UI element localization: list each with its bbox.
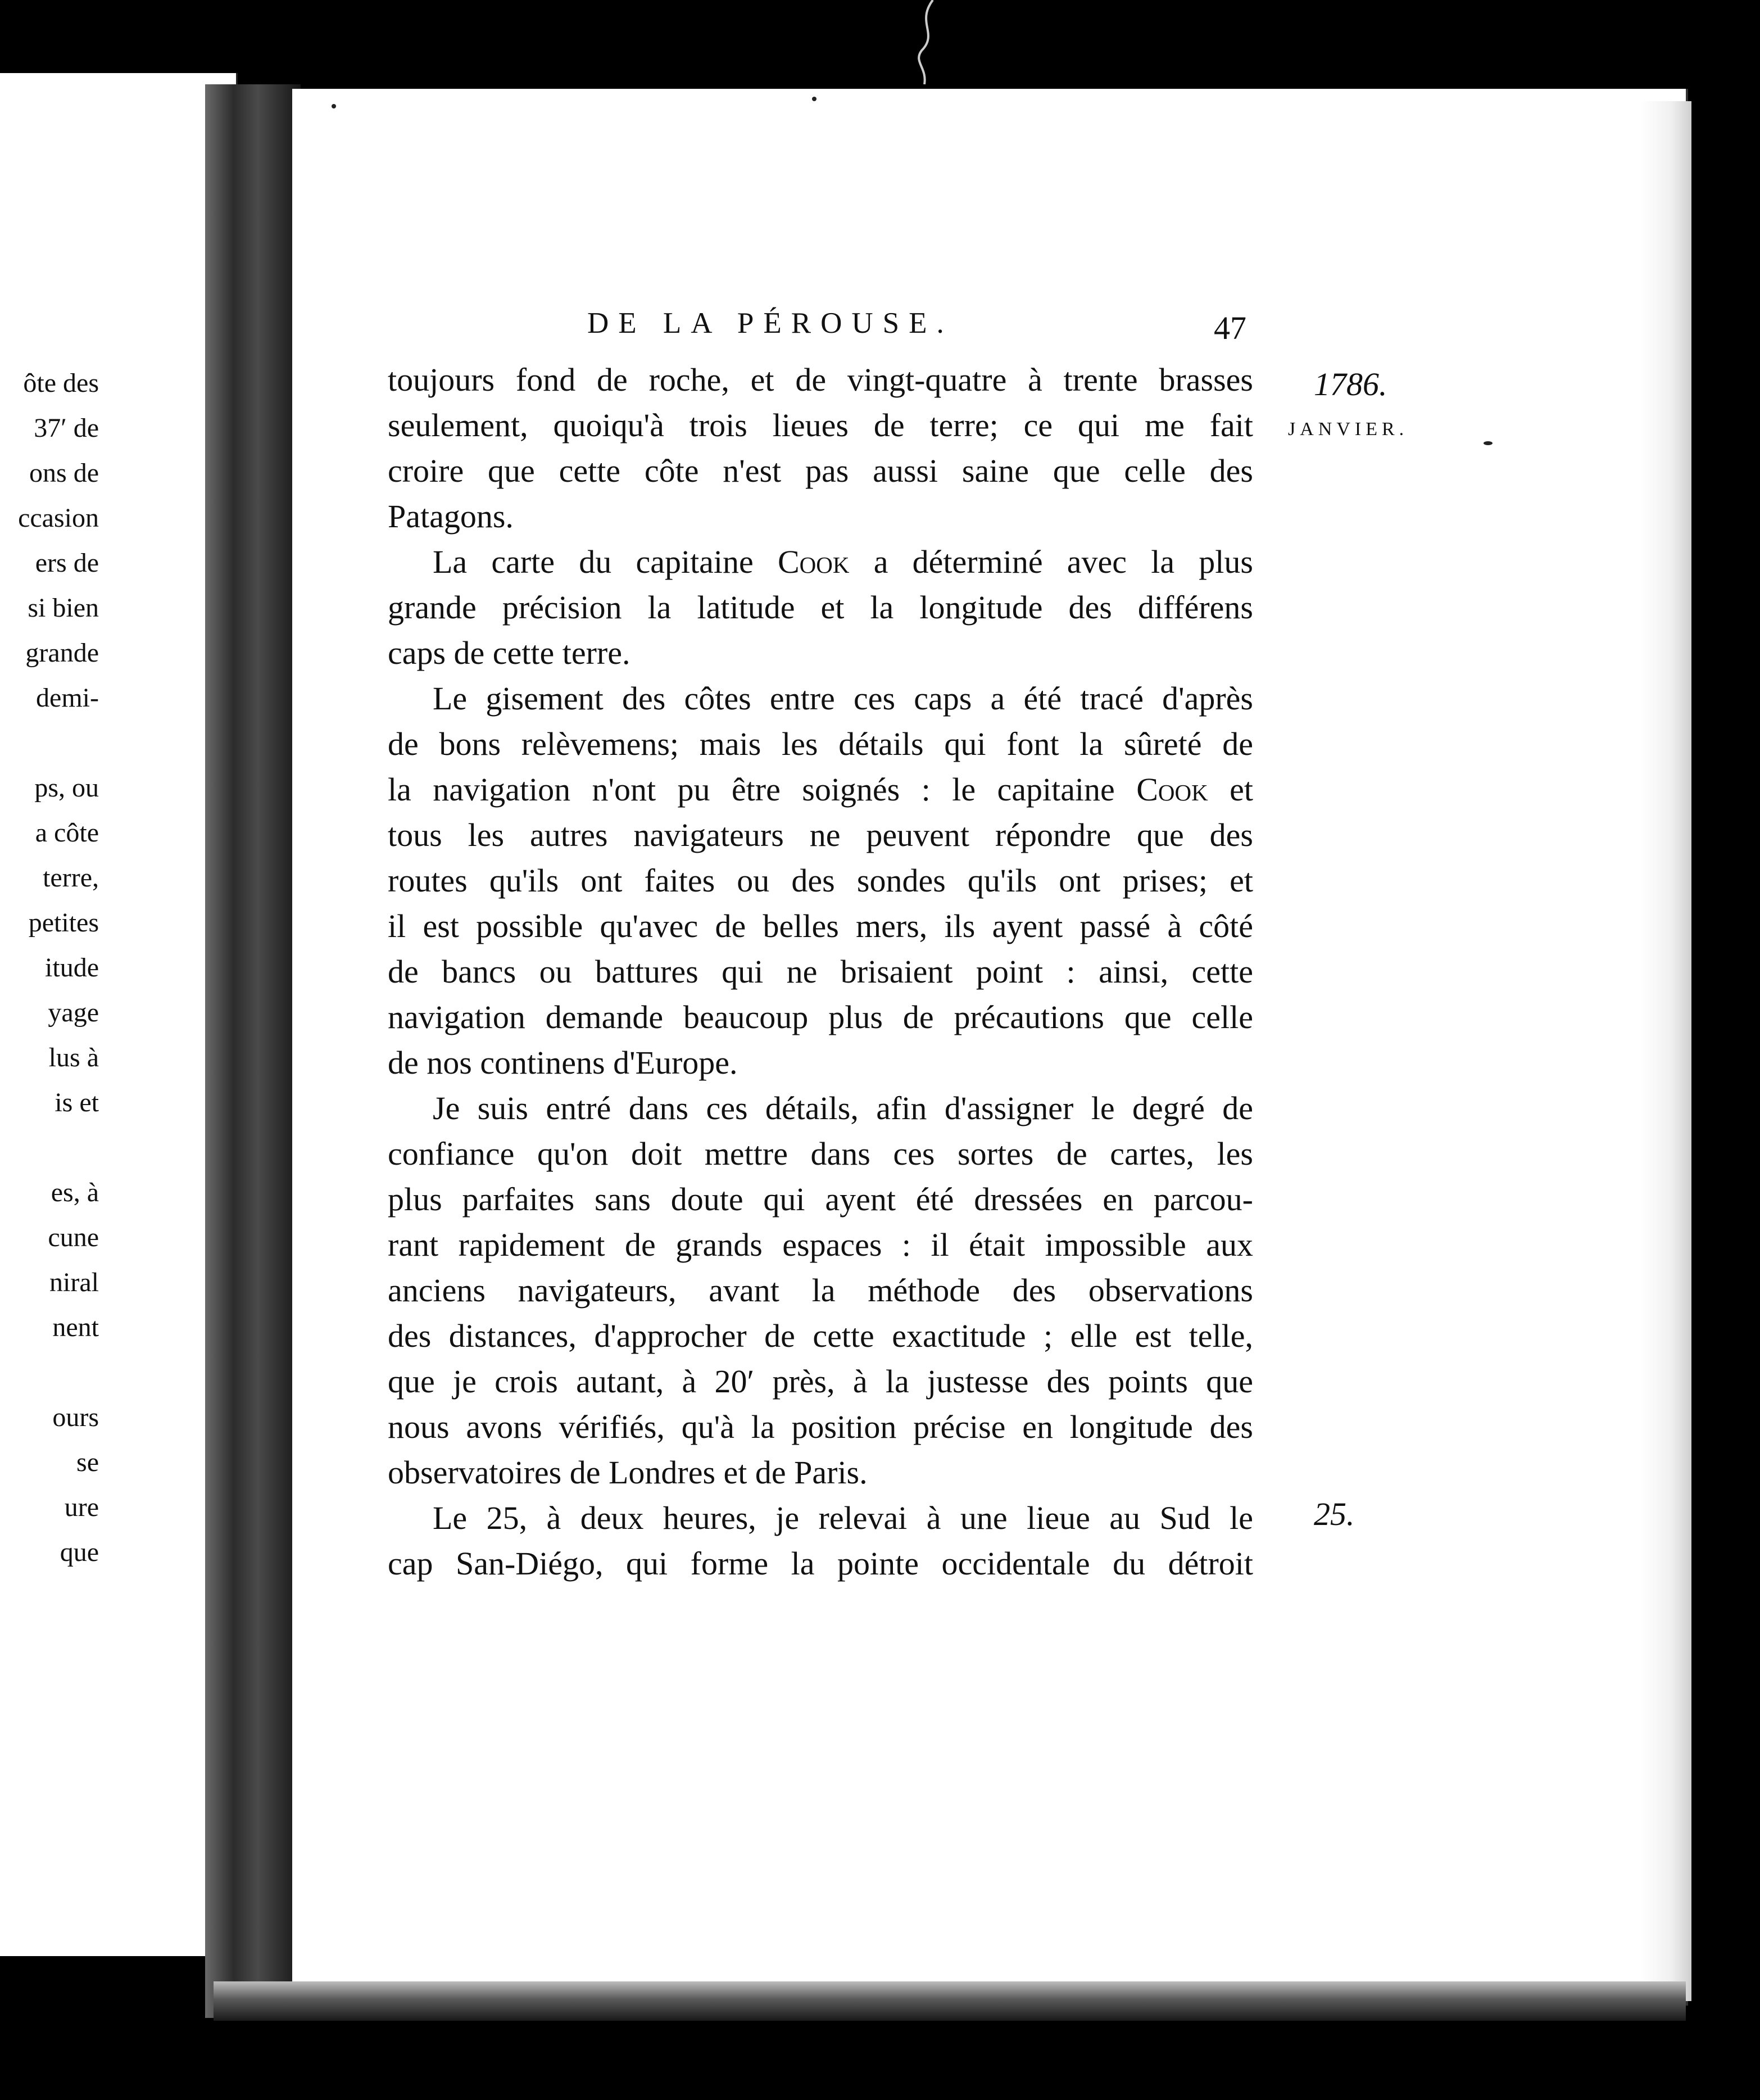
body-text-line: navigation demande beaucoup plus de précautions que celle (388, 999, 1253, 1035)
left-fragment-line: cune (48, 1223, 99, 1252)
left-fragment-line: se (76, 1447, 99, 1477)
body-text-line: cap San-Diégo, qui forme la pointe occidentale du détroit (388, 1545, 1253, 1582)
margin-note-year: 1786. (1314, 366, 1387, 402)
body-text-line: seulement, quoiqu'à trois lieues de terre; ce qui me fait (388, 407, 1253, 443)
left-fragment-line: ers de (35, 548, 99, 578)
left-page (0, 73, 238, 1956)
margin-note-day: 25. (1314, 1496, 1355, 1532)
body-text-line: plus parfaites sans doute qui ayent été dressées en parcou- (388, 1181, 1253, 1218)
left-fragment-line: is et (55, 1088, 99, 1117)
left-fragment-line: ôte des (23, 368, 99, 398)
body-text-line: confiance qu'on doit mettre dans ces sortes de cartes, les (388, 1135, 1253, 1172)
page-number: 47 (1214, 310, 1246, 346)
left-fragment-line: terre, (43, 863, 99, 893)
body-text-line: de nos continens d'Europe. (388, 1044, 738, 1081)
left-fragment-line: es, à (51, 1178, 99, 1207)
body-text-line: tous les autres navigateurs ne peuvent répondre que des (388, 817, 1253, 853)
body-text-line: observatoires de Londres et de Paris. (388, 1454, 868, 1491)
ink-speck (332, 104, 336, 108)
left-fragment-line: que (60, 1537, 99, 1567)
ink-speck (812, 97, 817, 101)
body-text-line: caps de cette terre. (388, 635, 630, 671)
left-fragment-line: yage (48, 998, 99, 1028)
left-fragment-line: si bien (28, 593, 99, 623)
left-fragment-line: ours (52, 1402, 99, 1432)
body-text-line: routes qu'ils ont faites ou des sondes qu'ils ont prises; et (388, 862, 1253, 899)
body-text-line: rant rapidement de grands espaces : il était impossible aux (388, 1226, 1253, 1263)
body-text-line: des distances, d'approcher de cette exactitude ; elle est telle, (388, 1318, 1253, 1354)
left-fragment-line (0, 1350, 99, 1395)
body-text-line: Patagons. (388, 498, 514, 535)
body-text-line: toujours fond de roche, et de vingt-quatre à trente brasses (388, 361, 1253, 398)
left-fragment-line: itude (45, 953, 99, 983)
body-text-line: croire que cette côte n'est pas aussi saine que celle des (388, 452, 1253, 489)
margin-note-month: JANVIER. (1288, 419, 1409, 440)
page-bottom-edge (214, 1981, 1686, 2021)
running-head: DE LA PÉROUSE. (587, 307, 954, 340)
left-page-text-fragment (0, 361, 99, 1575)
page-edge-curl (1641, 101, 1691, 2001)
body-text (388, 357, 1253, 1586)
body-text-line: Le 25, à deux heures, je relevai à une lieue au Sud le (433, 1500, 1253, 1536)
body-text-line: de bancs ou battures qui ne brisaient point : ainsi, cette (388, 953, 1253, 990)
ink-speck (1484, 441, 1493, 445)
left-fragment-line: a côte (35, 818, 99, 848)
left-fragment-line: ure (64, 1492, 99, 1522)
body-text-line: que je crois autant, à 20′ près, à la justesse des points que (388, 1363, 1253, 1400)
left-fragment-line (0, 721, 99, 766)
left-fragment-line: petites (28, 908, 99, 938)
body-text-line: grande précision la latitude et la longitude des différens (388, 589, 1253, 626)
body-text-line: anciens navigateurs, avant la méthode des observations (388, 1272, 1253, 1309)
book-gutter-shadow (205, 84, 301, 2018)
left-fragment-line: ons de (29, 458, 99, 488)
body-text-line: La carte du capitaine Cook a déterminé avec la plus (433, 544, 1253, 580)
left-fragment-line: ccasion (18, 503, 99, 533)
left-fragment-line (0, 1125, 99, 1170)
body-text-line: il est possible qu'avec de belles mers, ils ayent passé à côté (388, 908, 1253, 944)
body-text-line: Je suis entré dans ces détails, afin d'assigner le degré de (433, 1090, 1253, 1126)
body-text-line: Le gisement des côtes entre ces caps a été tracé d'après (433, 680, 1253, 717)
left-fragment-line: ps, ou (34, 773, 99, 803)
bookmark-ribbon-icon (910, 0, 944, 84)
left-fragment-line: lus à (48, 1043, 99, 1072)
body-text-line: nous avons vérifiés, qu'à la position précise en longitude des (388, 1409, 1253, 1445)
body-text-line: de bons relèvemens; mais les détails qui font la sûreté de (388, 726, 1253, 762)
left-fragment-line: niral (49, 1268, 99, 1297)
left-fragment-line: nent (52, 1312, 99, 1342)
left-fragment-line: demi- (36, 683, 99, 713)
left-fragment-line: 37′ de (34, 413, 99, 443)
left-fragment-line: grande (25, 638, 99, 668)
body-text-line: la navigation n'ont pu être soignés : le capitaine Cook et (388, 771, 1254, 808)
